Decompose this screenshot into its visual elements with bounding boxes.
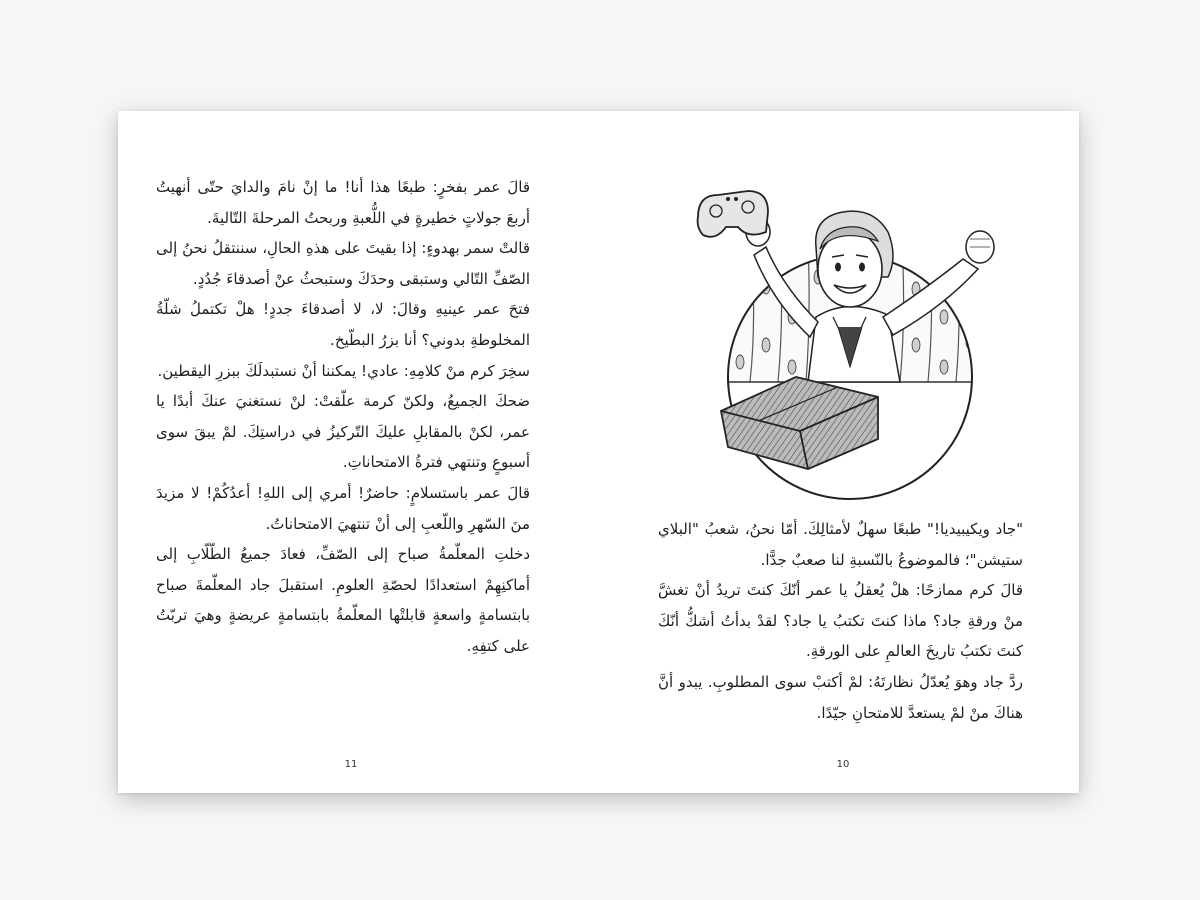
paragraph: قالَ عمر باستسلامٍ: حاضرٌ! أمري إلى اللهِ! أعدُكُمْ! لا مزيدَ منَ السّهرِ واللّعبِ إلى أنْ تنتهيَ الامتحاناتُ. xyxy=(156,483,530,533)
page-number: 10 xyxy=(836,759,850,770)
paragraph: قالتْ سمر بهدوءٍ: إذا بقيتَ على هذهِ الحالِ، سننتقلُ نحنُ إلى الصّفِّ التّالي وستبقى وحدَكَ وستبحثُ عنْ أصدقاءَ جُدُدٍ. xyxy=(156,239,530,288)
paragraph: سخِرَ كرم منْ كلامِهِ: عادي! يمكننا أنْ نستبدلَكَ ببزرِ اليقطين. xyxy=(157,361,530,380)
left-page xyxy=(118,111,598,793)
paragraph: دخلتِ المعلّمةُ صباح إلى الصّفِّ، فعادَ جميعُ الطّلّابِ إلى أماكنِهِمْ استعدادًا لحصّةِ العلومِ. استقبلَ جاد المعلّمةَ صباح بابتسامةٍ واسعةٍ قابلتْها المعلّمةُ بابتسامةٍ عريضةٍ وهيَ تربّتُ على كتفِهِ. xyxy=(156,545,530,655)
boy-with-game-controller-illustration xyxy=(688,177,1013,502)
paragraph: "جاد ويكيبيديا!" طبعًا سهلٌ لأمثالِكَ. أمّا نحنُ، شعبُ "البلاي ستيشن"؛ فالموضوعُ بالنّسبةِ لنا صعبٌ جدًّا. xyxy=(658,520,1023,569)
right-page xyxy=(598,111,1079,793)
right-page-text xyxy=(658,514,1023,728)
paragraph: ردَّ جاد وهوَ يُعدّلُ نظارتَهُ: لمْ أكتبْ سوى المطلوبِ. يبدو أنَّ هناكَ منْ لمْ يستعدَّ للامتحانِ جيّدًا. xyxy=(658,672,1023,722)
page-number: 11 xyxy=(344,759,358,770)
paragraph: فتحَ عمر عينيهِ وقالَ: لا، لا أصدقاءَ جددٍ! هلْ تكتملُ شلّةُ المخلوطةِ بدوني؟ أنا بزرُ البطّيخ. xyxy=(156,300,530,349)
paragraph: قالَ عمر بفخرٍ: طبعًا هذا أنا! ما إنْ نامَ والدايَ حتّى أنهيتُ أربعَ جولاتٍ خطيرةٍ في اللُّعبةِ وربحتُ المرحلةَ التّاليةَ. xyxy=(156,178,530,227)
left-page-text xyxy=(156,172,530,662)
paragraph: ضحكَ الجميعُ، ولكنّ كرمة علّقتْ: لنْ نستغنيَ عنكَ أبدًا يا عمر، لكنْ بالمقابلِ عليكَ التّركيزُ في دراستِكَ. لمْ يبقَ سوى أسبوعٍ وتنتهي فترةُ الامتحاناتِ. xyxy=(156,392,530,472)
book-spread xyxy=(118,111,1079,793)
paragraph: قالَ كرم ممازحًا: هلْ يُعقلُ يا عمر أنّكَ كنتَ تريدُ أنْ تغشَّ منْ ورقةِ جاد؟ ماذا كنتَ تكتبُ يا جاد؟ لقدْ بدأتُ أشكُّ أنّكَ كنتَ تكتبُ تاريخَ العالمِ على الورقةِ. xyxy=(658,581,1023,661)
